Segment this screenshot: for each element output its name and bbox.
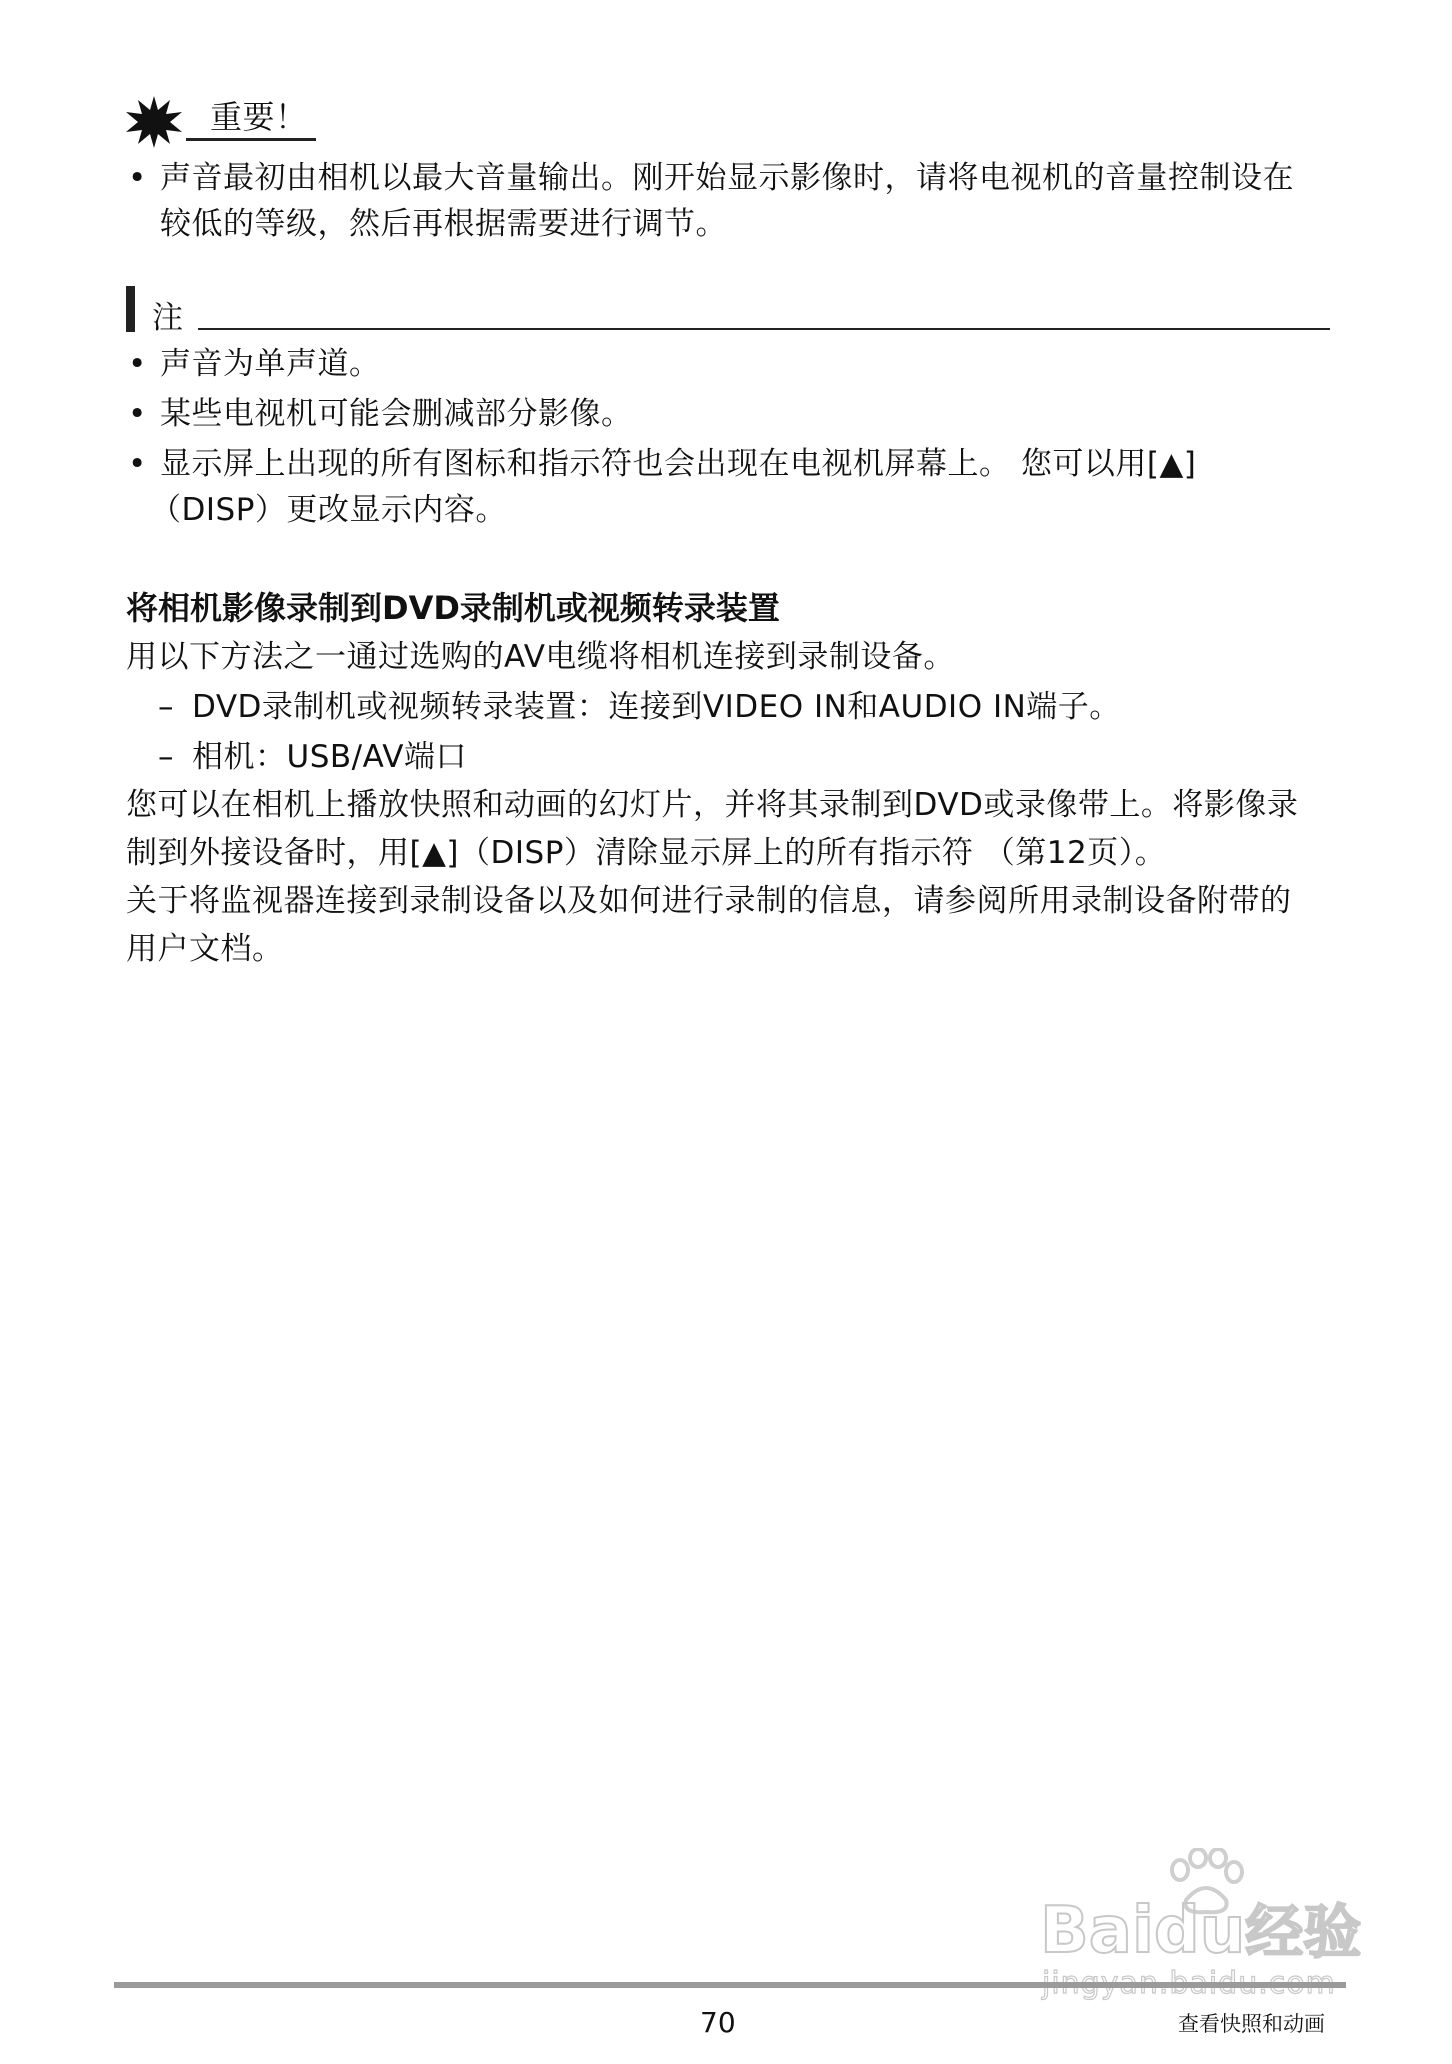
- baidu-watermark: [1040, 1848, 1370, 1998]
- important-bullet-1: 声音最初由相机以最大音量输出。刚开始显示影像时，请将电视机的音量控制设在: [160, 160, 1294, 196]
- bullet-dot-icon: •: [128, 396, 147, 432]
- section-list-item-2: 相机：USB/AV端口: [192, 739, 468, 775]
- page-number: 70: [700, 2006, 736, 2039]
- bullet-dot-icon: •: [128, 446, 147, 482]
- section-list-item-1: DVD录制机或视频转录装置：连接到VIDEO IN和AUDIO IN端子。: [192, 689, 1121, 725]
- note-bar-icon: [126, 286, 135, 332]
- note-bullet-3-cont: （DISP）更改显示内容。: [150, 492, 507, 528]
- note-bullet-3: 显示屏上出现的所有图标和指示符也会出现在电视机屏幕上。 您可以用[▲]: [160, 446, 1197, 482]
- section-paragraph-line-2: 制到外接设备时，用[▲]（DISP）清除显示屏上的所有指示符 （第12页）。: [126, 835, 1167, 871]
- important-burst-icon: [124, 96, 184, 148]
- chapter-title: 查看快照和动画: [1178, 2012, 1325, 2036]
- important-title: 重要！: [210, 98, 308, 136]
- section-intro: 用以下方法之一通过选购的AV电缆将相机连接到录制设备。: [126, 639, 955, 675]
- note-rule: [198, 328, 1330, 330]
- watermark-brand-b: du: [1153, 1894, 1246, 1968]
- note-bullet-1: 声音为单声道。: [160, 346, 381, 382]
- important-underline: [186, 138, 316, 141]
- important-bullet-1-cont: 较低的等级，然后再根据需要进行调节。: [160, 206, 727, 242]
- footer-rule: [114, 1982, 1346, 1988]
- watermark-brand-a: Bai: [1040, 1894, 1154, 1968]
- dash-bullet-icon: –: [158, 689, 174, 725]
- dash-bullet-icon: –: [158, 739, 174, 775]
- section-paragraph-line-4: 用户文档。: [126, 931, 284, 967]
- watermark-brand-c: 经验: [1245, 1898, 1362, 1966]
- bullet-dot-icon: •: [128, 346, 147, 382]
- section-paragraph-line-1: 您可以在相机上播放快照和动画的幻灯片，并将其录制到DVD或录像带上。将影像录: [126, 787, 1299, 823]
- section-heading: 将相机影像录制到DVD录制机或视频转录装置: [126, 589, 780, 627]
- bullet-dot-icon: •: [128, 160, 147, 196]
- note-bullet-2: 某些电视机可能会删减部分影像。: [160, 396, 633, 432]
- section-paragraph-line-3: 关于将监视器连接到录制设备以及如何进行录制的信息，请参阅所用录制设备附带的: [126, 883, 1292, 919]
- note-title: 注: [152, 300, 184, 336]
